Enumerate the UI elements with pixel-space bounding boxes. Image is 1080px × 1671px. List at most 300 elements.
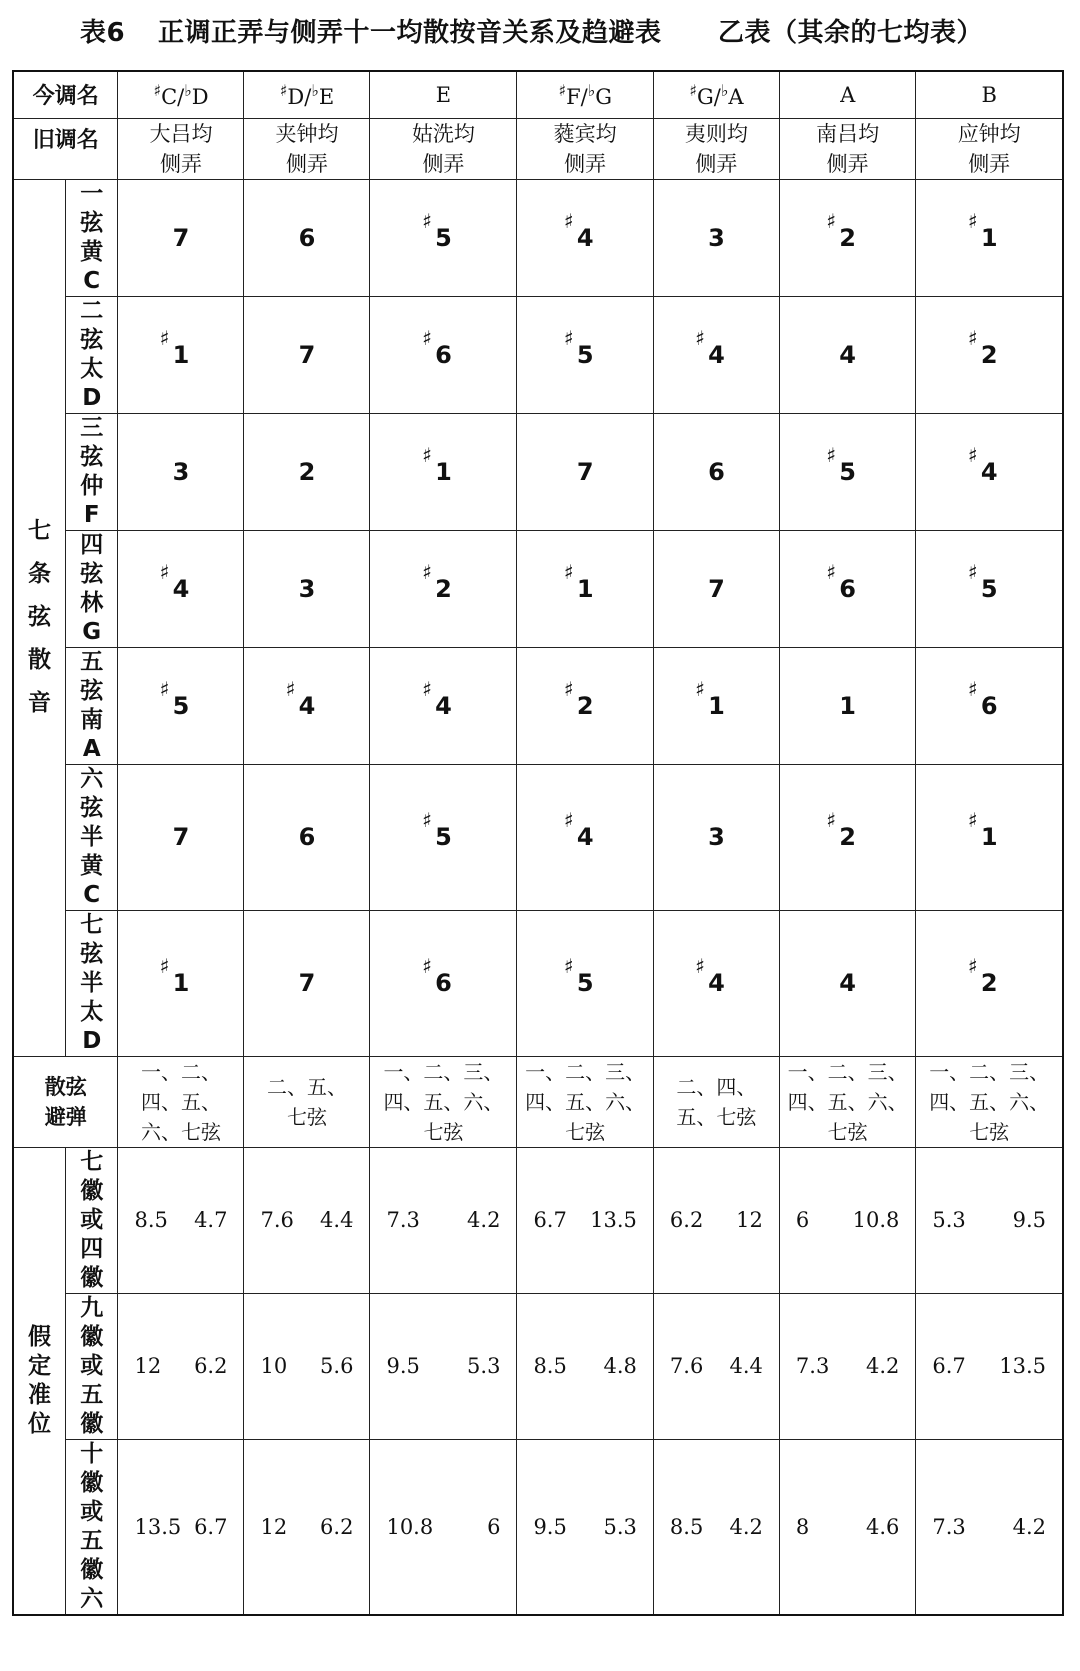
- position-value-a: 10: [260, 1354, 288, 1378]
- old-key-line: 侧弄: [826, 151, 869, 176]
- open-note-cell: [244, 530, 370, 647]
- avoid-row: [13, 1056, 1063, 1147]
- string-label: [65, 910, 118, 1056]
- string-row: [13, 647, 1063, 764]
- position-cell: [653, 1439, 779, 1615]
- position-value-b: 6.7: [194, 1514, 228, 1539]
- note-number: 5: [576, 969, 594, 997]
- note-number: 4: [576, 223, 594, 252]
- position-value-a: 8.5: [533, 1354, 567, 1378]
- open-note: [967, 954, 998, 997]
- position-value-b: 4.8: [603, 1354, 637, 1378]
- open-note-cell: [517, 530, 653, 647]
- sharp-sign: ♯: [159, 559, 170, 584]
- string-label: [65, 764, 118, 910]
- position-value-b: 4.4: [729, 1354, 763, 1378]
- open-note: [299, 458, 316, 486]
- sharp-sign: ♯: [159, 676, 170, 701]
- position-value-b: 13.5: [999, 1354, 1046, 1378]
- sharp-sign: ♯: [967, 325, 978, 350]
- position-cell: [916, 1147, 1063, 1293]
- sharp-sign: ♯: [563, 208, 574, 233]
- open-note-cell: [779, 530, 915, 647]
- sharp-sign: ♯: [159, 325, 170, 350]
- open-note: [299, 575, 316, 603]
- note-number: 1: [980, 223, 998, 252]
- sharp-sign: ♯: [422, 442, 432, 467]
- position-values: [517, 1208, 652, 1232]
- open-note-cell: [916, 179, 1063, 296]
- position-values: [118, 1208, 243, 1232]
- avoid-line: 一、二、三、: [525, 1059, 646, 1084]
- char: C: [83, 881, 101, 908]
- table-subtitle: 乙表（其余的七均表）: [718, 18, 984, 48]
- string-label: [65, 413, 118, 530]
- modern-key-cell: ♯D/♭E: [244, 71, 370, 118]
- open-note-cell: [244, 296, 370, 413]
- note-number: 1: [839, 691, 856, 720]
- position-values: [916, 1515, 1062, 1539]
- char: 定: [27, 1352, 51, 1379]
- avoid-line: 四、五、六、: [787, 1089, 908, 1114]
- avoid-line: 二、五、: [266, 1074, 347, 1099]
- note-number: 3: [298, 574, 316, 603]
- char: 二: [80, 297, 104, 324]
- char: 徽: [80, 1323, 104, 1350]
- position-value-b: 12: [736, 1208, 763, 1232]
- position-cell: [244, 1147, 370, 1293]
- char: 或: [80, 1206, 104, 1233]
- modern-key-cell: ♯F/♭G: [517, 71, 653, 118]
- char: G: [82, 618, 102, 645]
- position-value-a: 7.3: [795, 1354, 830, 1378]
- note-number: 1: [708, 691, 725, 720]
- position-value-a: 9.5: [533, 1514, 567, 1539]
- old-key-cell: [653, 118, 779, 179]
- char: 或: [80, 1352, 104, 1379]
- char: 弦: [80, 560, 104, 587]
- open-note-cell: [653, 910, 779, 1056]
- open-note-cell: [916, 910, 1063, 1056]
- char: 黄: [80, 238, 104, 265]
- position-value-a: 10.8: [386, 1514, 434, 1539]
- table-title: [0, 8, 1080, 48]
- char: 徽: [80, 1177, 104, 1204]
- old-key-cell: [118, 118, 244, 179]
- string-row: [13, 530, 1063, 647]
- position-cell: [118, 1147, 244, 1293]
- position-value-b: 4.4: [320, 1208, 354, 1232]
- open-note: [563, 808, 594, 851]
- string-label-text: [66, 765, 118, 910]
- char: D: [82, 384, 102, 411]
- position-cell: [370, 1293, 517, 1439]
- position-label-text: [66, 1440, 118, 1614]
- note-number: 6: [435, 969, 452, 997]
- strings-group-label: [13, 179, 65, 1056]
- char: 黄: [80, 852, 104, 879]
- table-title-text: 正调正弄与侧弄十一均散按音关系及趋避表: [158, 18, 662, 48]
- open-note-cell: [370, 530, 517, 647]
- char: 徽: [80, 1556, 104, 1583]
- position-label: [65, 1439, 118, 1615]
- qin-tuning-table: [12, 70, 1064, 1616]
- open-note-cell: [517, 179, 653, 296]
- position-value-a: 12: [134, 1354, 162, 1378]
- position-cell: [370, 1439, 517, 1615]
- string-label-text: [66, 531, 118, 647]
- sharp-sign: ♯: [695, 954, 705, 978]
- sharp-sign: ♯: [422, 208, 432, 233]
- old-key-line: 夹钟均: [275, 121, 339, 146]
- char: 徽: [80, 1469, 104, 1496]
- note-number: 4: [980, 457, 998, 486]
- char: 一: [80, 180, 104, 207]
- open-note: [967, 808, 998, 851]
- old-key-line: 姑洗均: [411, 121, 475, 146]
- char: 准: [27, 1381, 51, 1408]
- position-values: [370, 1515, 516, 1539]
- row-label-old-key: 旧调名: [13, 118, 118, 179]
- position-value-b: 4.2: [467, 1208, 501, 1232]
- position-value-b: 5.3: [467, 1354, 501, 1378]
- avoid-line: 七弦: [969, 1119, 1010, 1144]
- position-value-b: 4.2: [1012, 1514, 1046, 1539]
- old-key-line: 侧弄: [159, 151, 202, 176]
- avoid-line: 五、七弦: [676, 1104, 757, 1129]
- string-label-text: [66, 180, 118, 296]
- string-row: [13, 179, 1063, 296]
- sharp-sign: ♯: [967, 954, 978, 978]
- open-note-cell: [370, 764, 517, 910]
- note-number: 6: [708, 457, 725, 486]
- note-number: 5: [839, 457, 856, 486]
- open-note: [708, 823, 725, 851]
- position-cell: [916, 1293, 1063, 1439]
- open-note-cell: [244, 910, 370, 1056]
- position-label: [65, 1147, 118, 1293]
- note-number: 7: [708, 574, 725, 603]
- note-number: 4: [435, 691, 452, 720]
- avoid-line: 四、五、: [140, 1089, 221, 1114]
- position-value-a: 13.5: [134, 1514, 182, 1539]
- note-number: 1: [576, 574, 594, 603]
- open-note-cell: [779, 413, 915, 530]
- char: 七: [80, 1148, 104, 1175]
- open-note-cell: [517, 764, 653, 910]
- avoid-label-line: 避弹: [44, 1104, 87, 1129]
- open-note: [159, 325, 190, 369]
- avoid-line: 四、五、六、: [525, 1089, 646, 1114]
- open-note: [299, 224, 316, 252]
- note-number: 6: [298, 223, 316, 252]
- open-note-cell: [779, 179, 915, 296]
- char: F: [83, 501, 100, 528]
- char: 仲: [80, 472, 104, 499]
- char: 七: [80, 911, 104, 938]
- avoid-line: 七弦: [423, 1119, 464, 1144]
- old-key-line: 侧弄: [695, 151, 738, 176]
- position-values: [244, 1354, 369, 1378]
- sharp-sign: ♯: [563, 559, 574, 584]
- position-row: [13, 1439, 1063, 1615]
- avoid-cell: [916, 1056, 1063, 1147]
- open-note-cell: [118, 530, 244, 647]
- open-note: [708, 575, 725, 603]
- char: 七: [27, 518, 51, 544]
- open-note: [422, 954, 452, 997]
- position-value-a: 9.5: [386, 1354, 420, 1378]
- open-note-cell: [370, 647, 517, 764]
- open-note: [422, 325, 452, 369]
- old-key-line: 南吕均: [816, 121, 880, 146]
- note-number: 2: [980, 969, 998, 997]
- note-number: 4: [839, 969, 856, 997]
- note-number: 5: [435, 823, 452, 851]
- position-value-a: 12: [260, 1514, 288, 1539]
- position-values: [916, 1208, 1062, 1232]
- char: 弦: [80, 940, 104, 967]
- note-number: 4: [708, 340, 725, 369]
- position-cell: [118, 1439, 244, 1615]
- position-values: [244, 1515, 369, 1539]
- char: 三: [80, 414, 104, 441]
- position-values: [780, 1515, 915, 1539]
- open-note: [159, 676, 190, 720]
- position-cell: [916, 1439, 1063, 1615]
- position-cell: [517, 1293, 653, 1439]
- position-value-a: 6.7: [533, 1208, 567, 1232]
- note-number: 2: [839, 823, 856, 851]
- position-cell: [517, 1147, 653, 1293]
- char: 假: [27, 1323, 51, 1350]
- open-note: [299, 969, 316, 997]
- old-key-line: 应钟均: [957, 121, 1021, 146]
- open-note: [173, 823, 190, 851]
- open-note: [299, 341, 316, 369]
- char: 或: [80, 1498, 104, 1525]
- sharp-sign: ♯: [967, 442, 978, 467]
- avoid-line: 四、五、六、: [929, 1089, 1050, 1114]
- open-note-cell: [779, 764, 915, 910]
- open-note: [695, 325, 725, 369]
- sharp-sign: ♯: [563, 808, 574, 832]
- row-label-modern-key: 今调名: [13, 71, 118, 118]
- old-key-line: 侧弄: [422, 151, 465, 176]
- char: 徽: [80, 1264, 104, 1291]
- char: 弦: [80, 794, 104, 821]
- position-values: [654, 1208, 779, 1232]
- open-note-cell: [517, 647, 653, 764]
- open-note: [173, 224, 190, 252]
- position-cell: [244, 1293, 370, 1439]
- sharp-sign: ♯: [826, 808, 836, 832]
- char: 半: [80, 969, 104, 996]
- note-number: 2: [298, 457, 316, 486]
- open-note-cell: [653, 530, 779, 647]
- open-note: [159, 559, 190, 603]
- modern-key-cell: B: [916, 71, 1063, 118]
- open-note: [563, 676, 594, 720]
- note-number: 6: [298, 823, 316, 851]
- open-note: [826, 208, 856, 252]
- note-number: 2: [839, 223, 856, 252]
- char: 四: [80, 1235, 104, 1262]
- position-value-b: 6.2: [320, 1514, 354, 1539]
- position-values: [118, 1354, 243, 1378]
- note-number: 7: [172, 823, 190, 851]
- open-note-cell: [118, 764, 244, 910]
- open-note: [563, 325, 594, 369]
- char: 九: [80, 1294, 104, 1321]
- char: 五: [80, 648, 104, 675]
- avoid-line: 七弦: [565, 1119, 606, 1144]
- char: 弦: [80, 677, 104, 704]
- sharp-sign: ♯: [563, 676, 574, 701]
- position-value-a: 7.3: [932, 1514, 966, 1539]
- position-value-b: 6: [487, 1514, 501, 1539]
- sharp-sign: ♯: [563, 954, 574, 978]
- position-row: [13, 1147, 1063, 1293]
- position-cell: [653, 1147, 779, 1293]
- char: 十: [80, 1440, 104, 1467]
- string-label: [65, 179, 118, 296]
- char: 半: [80, 823, 104, 850]
- note-number: 3: [172, 457, 190, 486]
- open-note: [708, 458, 725, 486]
- char: 弦: [80, 443, 104, 470]
- string-row: [13, 296, 1063, 413]
- note-number: 5: [172, 691, 190, 720]
- open-note: [422, 676, 452, 720]
- position-value-b: 5.3: [603, 1514, 637, 1539]
- open-note: [563, 208, 594, 252]
- open-note-cell: [244, 764, 370, 910]
- avoid-cell: [370, 1056, 517, 1147]
- position-values: [244, 1208, 369, 1232]
- char: A: [82, 735, 101, 762]
- open-note: [839, 692, 856, 720]
- char: 音: [27, 690, 51, 716]
- avoid-line: 七弦: [827, 1119, 868, 1144]
- sharp-sign: ♯: [967, 208, 978, 233]
- open-note-cell: [118, 296, 244, 413]
- char: 位: [27, 1410, 51, 1437]
- position-label-text: [66, 1148, 118, 1293]
- sharp-sign: ♯: [826, 559, 836, 584]
- avoid-label-line: 散弦: [44, 1074, 87, 1099]
- header-row-old: [13, 118, 1063, 179]
- open-note-cell: [118, 179, 244, 296]
- open-note: [826, 808, 856, 851]
- strings-group-label-text: [14, 510, 65, 725]
- open-note-cell: [653, 764, 779, 910]
- modern-key-cell: ♯C/♭D: [118, 71, 244, 118]
- char: 弦: [80, 209, 104, 236]
- table-body: [13, 71, 1063, 1615]
- open-note: [695, 676, 725, 720]
- open-note: [173, 458, 190, 486]
- position-value-b: 6.2: [194, 1354, 228, 1378]
- note-number: 7: [298, 340, 316, 369]
- string-label-text: [66, 648, 118, 764]
- note-number: 1: [172, 969, 190, 997]
- position-values: [780, 1354, 915, 1378]
- sharp-sign: ♯: [422, 559, 432, 584]
- string-label-text: [66, 414, 118, 530]
- char: 五: [80, 1527, 104, 1554]
- open-note-cell: [370, 413, 517, 530]
- sharp-sign: ♯: [967, 808, 978, 832]
- sharp-sign: ♯: [422, 325, 432, 350]
- old-key-cell: [370, 118, 517, 179]
- open-note: [839, 969, 856, 997]
- open-note-cell: [517, 910, 653, 1056]
- note-number: 2: [435, 574, 452, 603]
- position-value-a: 8.5: [669, 1514, 704, 1539]
- old-key-line: 蕤宾均: [553, 121, 617, 146]
- open-note-cell: [370, 179, 517, 296]
- char: 林: [80, 589, 104, 616]
- open-note-cell: [653, 413, 779, 530]
- avoid-line: 四、五、六、: [383, 1089, 504, 1114]
- note-number: 7: [298, 969, 316, 997]
- open-note: [967, 559, 998, 603]
- open-note: [299, 823, 316, 851]
- position-value-a: 8.5: [134, 1208, 168, 1232]
- open-note: [422, 442, 452, 486]
- open-note-cell: [779, 296, 915, 413]
- string-row: [13, 413, 1063, 530]
- open-note-cell: [916, 530, 1063, 647]
- modern-key-cell: A: [779, 71, 915, 118]
- open-note: [967, 325, 998, 369]
- open-note-cell: [244, 647, 370, 764]
- open-note-cell: [916, 647, 1063, 764]
- note-number: 7: [576, 457, 594, 486]
- char: 条: [27, 561, 51, 587]
- string-label-text: [66, 297, 118, 413]
- position-value-b: 9.5: [1012, 1208, 1046, 1232]
- note-number: 4: [708, 969, 725, 997]
- string-label-text: [66, 911, 118, 1056]
- string-label: [65, 647, 118, 764]
- old-key-line: 大吕均: [149, 121, 213, 146]
- open-note-cell: [653, 296, 779, 413]
- open-note-cell: [244, 413, 370, 530]
- note-number: 5: [576, 340, 594, 369]
- char: 太: [80, 355, 104, 382]
- old-key-cell: [916, 118, 1063, 179]
- open-note: [563, 954, 594, 997]
- sharp-sign: ♯: [695, 676, 705, 701]
- row-label-avoid: [13, 1056, 118, 1147]
- open-note-cell: [916, 764, 1063, 910]
- note-number: 4: [172, 574, 190, 603]
- position-value-a: 5.3: [932, 1208, 966, 1232]
- open-note-cell: [370, 910, 517, 1056]
- position-value-a: 6: [795, 1208, 810, 1232]
- avoid-cell: [779, 1056, 915, 1147]
- avoid-line: 一、二、三、: [383, 1059, 504, 1084]
- open-note: [422, 208, 452, 252]
- note-number: 4: [839, 340, 856, 369]
- position-label: [65, 1293, 118, 1439]
- position-value-b: 4.2: [729, 1514, 763, 1539]
- avoid-cell: [653, 1056, 779, 1147]
- note-number: 1: [435, 457, 452, 486]
- char: 弦: [80, 326, 104, 353]
